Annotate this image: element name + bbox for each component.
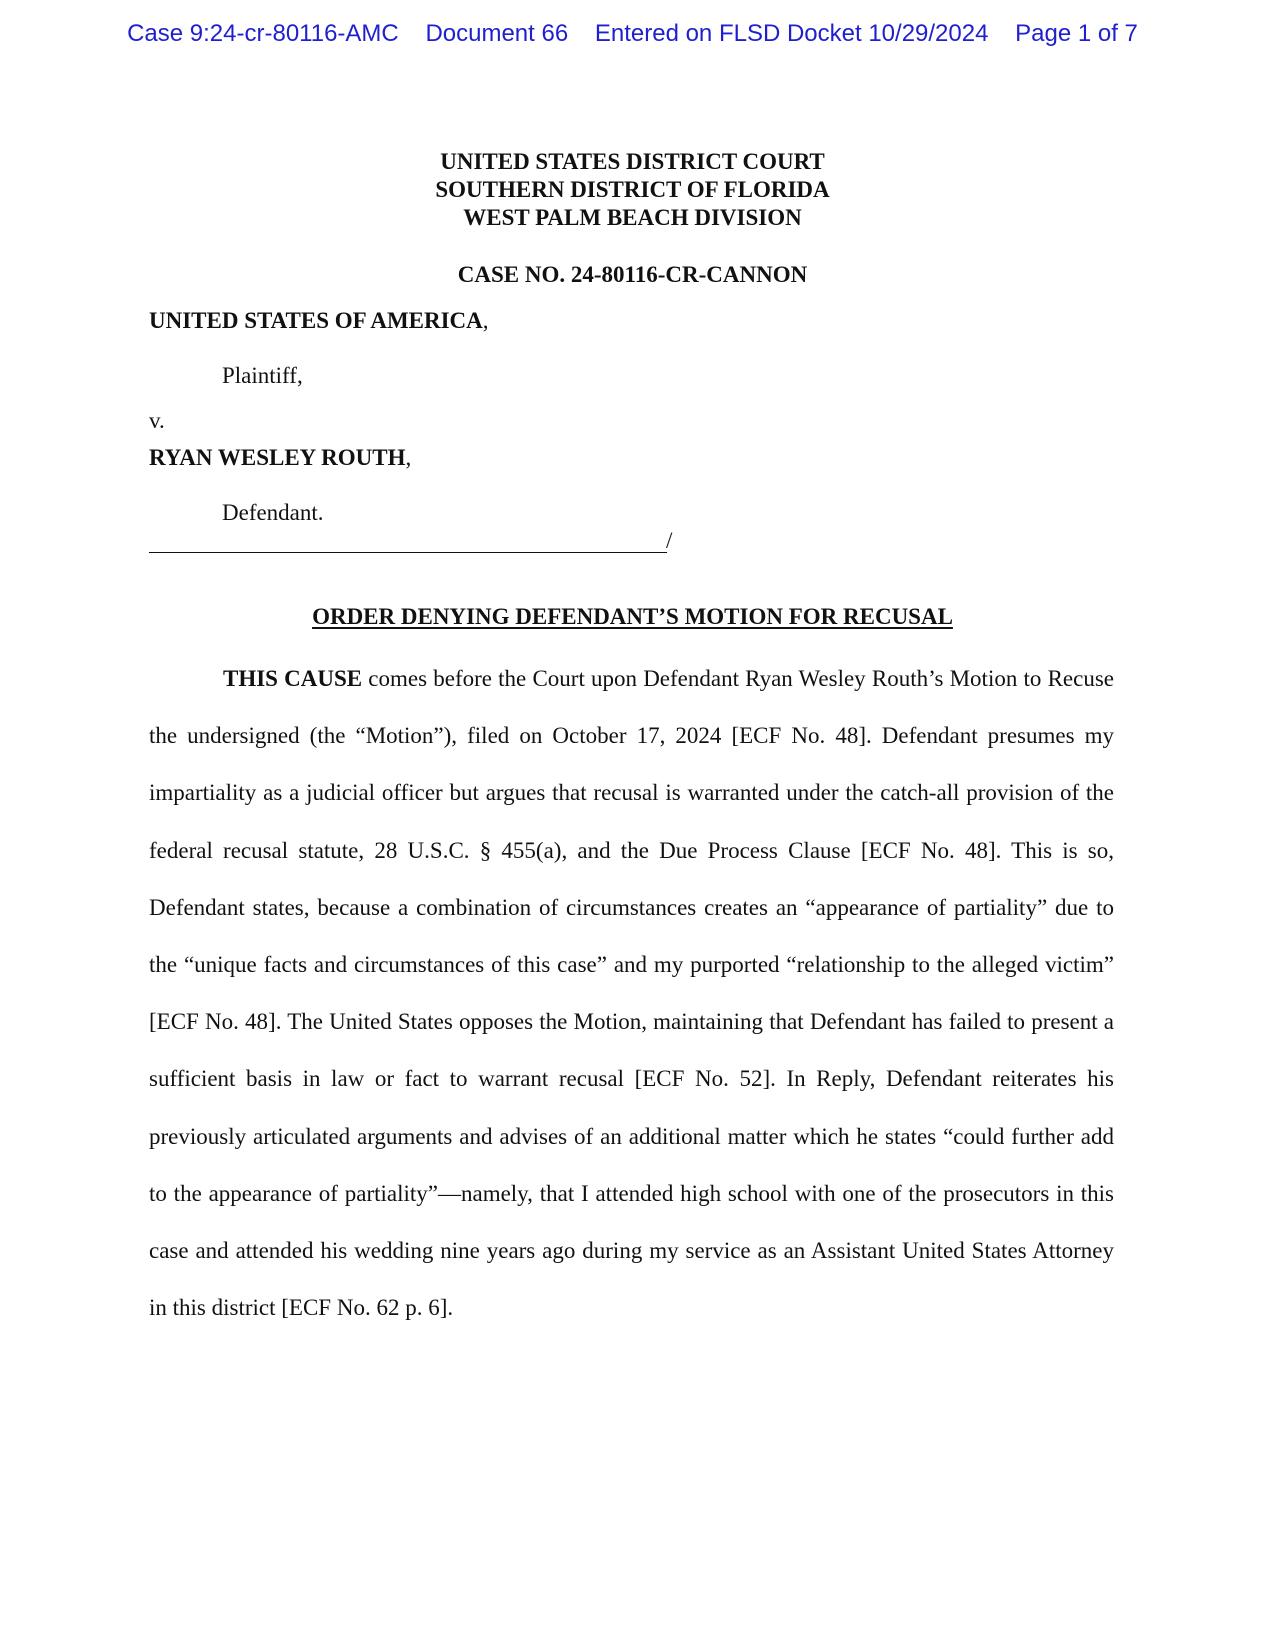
docket-header [0,20,1265,48]
body-text: comes before the Court upon Defendant Ryan Wesley Routh’s Motion to Recuse the undersigned (the “Motion”), filed on October 17, 2024 [ECF No. 48]. Defendant presumes my impartiality as a judicial officer but argues that recusal is warranted under the catch-all provision of the federal recusal statute, 28 U.S.C. § 455(a), and the Due Process Clause [ECF No. 48]. This is so, Defendant states, because a combination of circumstances creates an “appearance of partiality” due to the “unique facts and circumstances of this case” and my purported “relationship to the alleged victim” [ECF No. 48]. The United States opposes the Motion, maintaining that Defendant has failed to present a sufficient basis in law or fact to warrant recusal [ECF No. 52]. In Reply, Defendant reiterates his previously articulated arguments and advises of an additional matter which he states “could further add to the appearance of partiality”—namely, that I attended high school with one of the prosecutors in this case and attended his wedding nine years ago during my service as an Assistant United States Attorney in this district [ECF No. 62 p. 6]. [149,666,1115,1321]
court-district: SOUTHERN DISTRICT OF FLORIDA [435,177,830,202]
plaintiff-caption: UNITED STATES OF AMERICA, [149,308,489,333]
case-number: CASE NO. 24-80116-CR-CANNON [457,262,808,287]
plaintiff-role: Plaintiff, [222,363,303,388]
docket-entered-date: Entered on FLSD Docket 10/29/2024 [594,20,989,47]
defendant-name: RYAN WESLEY ROUTH [149,445,406,470]
order-title: ORDER DENYING DEFENDANT’S MOTION FOR RECUSAL [312,604,953,629]
docket-case-number: Case 9:24-cr-80116-AMC [127,20,399,47]
docket-document-number: Document 66 [425,20,569,47]
caption-slash: / [666,528,673,553]
defendant-caption: RYAN WESLEY ROUTH, [149,445,412,470]
versus-label: v. [149,408,165,433]
plaintiff-name: UNITED STATES OF AMERICA [149,308,483,333]
body-lead-text: THIS CAUSE [223,666,363,691]
court-division: WEST PALM BEACH DIVISION [463,205,802,230]
defendant-role: Defendant. [222,500,324,525]
court-name: UNITED STATES DISTRICT COURT [440,149,825,174]
court-heading [0,148,1265,232]
docket-page-number: Page 1 of 7 [1015,20,1138,47]
order-body-paragraph [149,650,1114,1336]
caption-divider [149,552,667,553]
